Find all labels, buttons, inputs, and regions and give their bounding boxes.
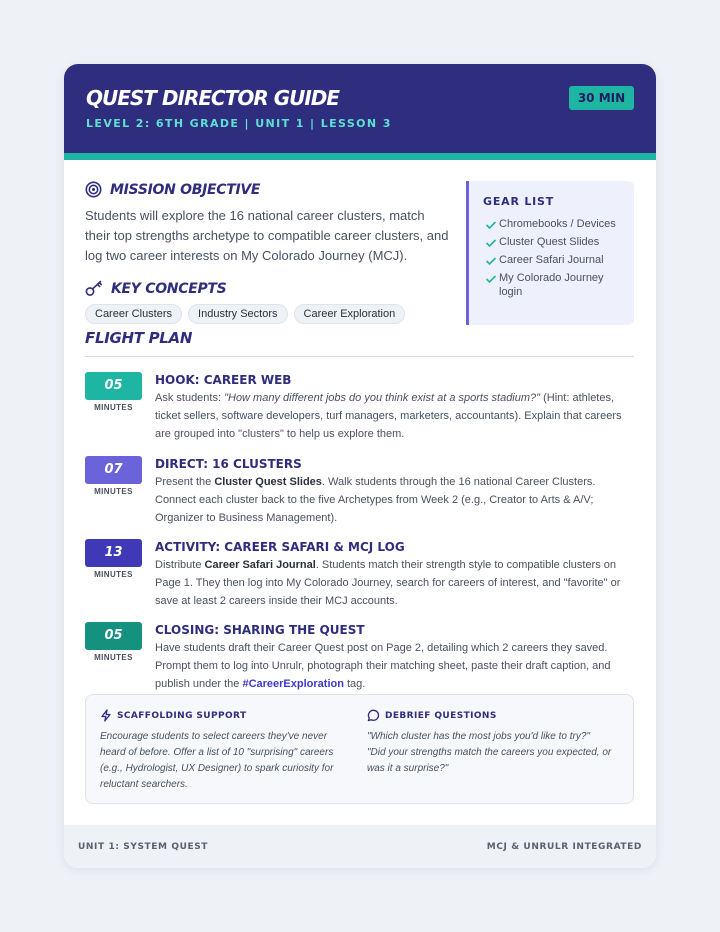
gear-item bbox=[483, 271, 620, 299]
guide-subtitle: LEVEL 2: 6TH GRADE | UNIT 1 | LESSON 3 bbox=[86, 117, 392, 130]
check-icon bbox=[483, 256, 499, 266]
step-minutes-badge: 05 bbox=[85, 372, 142, 400]
check-icon bbox=[483, 238, 499, 248]
check-icon bbox=[483, 274, 499, 284]
concept-chip: Industry Sectors bbox=[188, 304, 287, 324]
step-minutes-badge: 13 bbox=[85, 539, 142, 567]
header-accent-stripe bbox=[64, 153, 656, 160]
lightning-icon bbox=[100, 709, 112, 722]
step-title: HOOK: CAREER WEB bbox=[155, 373, 292, 387]
objective-text: Students will explore the 16 national career clusters, match their top strengths archetype to compatible career clusters, and log two career interests on My Colorado Journey (MCJ). bbox=[85, 208, 449, 263]
lesson-guide-card bbox=[64, 64, 656, 868]
objective-heading bbox=[85, 181, 260, 198]
flight-plan-heading: FLIGHT PLAN bbox=[85, 329, 193, 347]
concept-chips bbox=[85, 304, 405, 324]
gear-item-label: Career Safari Journal bbox=[499, 254, 604, 266]
concept-chip: Career Exploration bbox=[294, 304, 406, 324]
scaffolding-text: Encourage students to select careers they've never heard of before. Offer a list of 10 "surprising" careers (e.g., Hydrologist, UX Designer) to spark curiosity for reluctant searchers. bbox=[100, 731, 334, 790]
scaffolding-column bbox=[100, 709, 350, 793]
concepts-heading bbox=[85, 280, 226, 297]
step-minutes-label: MINUTES bbox=[94, 570, 133, 579]
key-icon bbox=[85, 280, 103, 297]
gear-item-label: Cluster Quest Slides bbox=[499, 236, 600, 248]
concepts-heading-label: KEY CONCEPTS bbox=[111, 280, 227, 297]
debrief-question: "Did your strengths match the careers you expected, or was it a surprise?" bbox=[367, 747, 612, 774]
step-title: CLOSING: SHARING THE QUEST bbox=[155, 623, 365, 637]
duration-badge: 30 MIN bbox=[569, 86, 634, 110]
gear-list-panel bbox=[466, 181, 634, 325]
hashtag-link: #CareerExploration bbox=[242, 678, 344, 690]
concept-chip: Career Clusters bbox=[85, 304, 182, 324]
guide-title: QUEST DIRECTOR GUIDE bbox=[86, 86, 340, 110]
footer-unit-label: UNIT 1: SYSTEM QUEST bbox=[78, 842, 209, 852]
gear-item-label: Chromebooks / Devices bbox=[499, 218, 616, 230]
scaffolding-heading: SCAFFOLDING SUPPORT bbox=[100, 709, 350, 722]
step-body: Ask students: "How many different jobs do you think exist at a sports stadium?" (Hint: athletes, ticket sellers, software developers, turf managers, marketers, accountants). Explain that careers are grouped into "clusters" to help us explore them. bbox=[155, 392, 622, 440]
objective-heading-label: MISSION OBJECTIVE bbox=[110, 181, 261, 198]
gear-item bbox=[483, 217, 620, 231]
gear-item bbox=[483, 253, 620, 267]
footer-integration-label: MCJ & UNRULR INTEGRATED bbox=[486, 842, 642, 852]
guide-header bbox=[64, 64, 656, 153]
debrief-column bbox=[367, 709, 617, 777]
debrief-question: "Which cluster has the most jobs you'd like to try?" bbox=[367, 731, 590, 742]
gear-item-label: My Colorado Journey login bbox=[499, 272, 604, 298]
gear-item bbox=[483, 235, 620, 249]
step-title: ACTIVITY: CAREER SAFARI & MCJ LOG bbox=[155, 540, 405, 554]
gear-list-title: GEAR LIST bbox=[483, 195, 555, 208]
speech-bubble-icon bbox=[367, 709, 380, 722]
step-minutes-label: MINUTES bbox=[94, 653, 133, 662]
step-body: Have students draft their Career Quest post on Page 2, detailing which 2 careers they saved. Prompt them to log into Unrulr, photograph their matching sheet, paste their draft caption, and publish under the #CareerExploration tag. bbox=[155, 642, 611, 690]
step-minutes-badge: 05 bbox=[85, 622, 142, 650]
check-icon bbox=[483, 220, 499, 230]
step-minutes-label: MINUTES bbox=[94, 487, 133, 496]
step-body: Distribute Career Safari Journal. Students match their strength style to compatible clusters on Page 1. They then log into My Colorado Journey, search for careers of interest, and "favorite" or save at least 2 careers inside their MCJ accounts. bbox=[155, 559, 621, 607]
support-panel bbox=[85, 694, 634, 804]
target-icon bbox=[85, 181, 102, 198]
guide-footer bbox=[64, 825, 656, 868]
debrief-heading: DEBRIEF QUESTIONS bbox=[367, 709, 617, 722]
step-minutes-label: MINUTES bbox=[94, 403, 133, 412]
step-title: DIRECT: 16 CLUSTERS bbox=[155, 457, 302, 471]
step-minutes-badge: 07 bbox=[85, 456, 142, 484]
divider bbox=[85, 356, 634, 357]
step-body: Present the Cluster Quest Slides. Walk students through the 16 national Career Clusters. Connect each cluster back to the five Archetypes from Week 2 (e.g., Creator to Arts & A/V; Organizer to Business Management). bbox=[155, 476, 596, 524]
